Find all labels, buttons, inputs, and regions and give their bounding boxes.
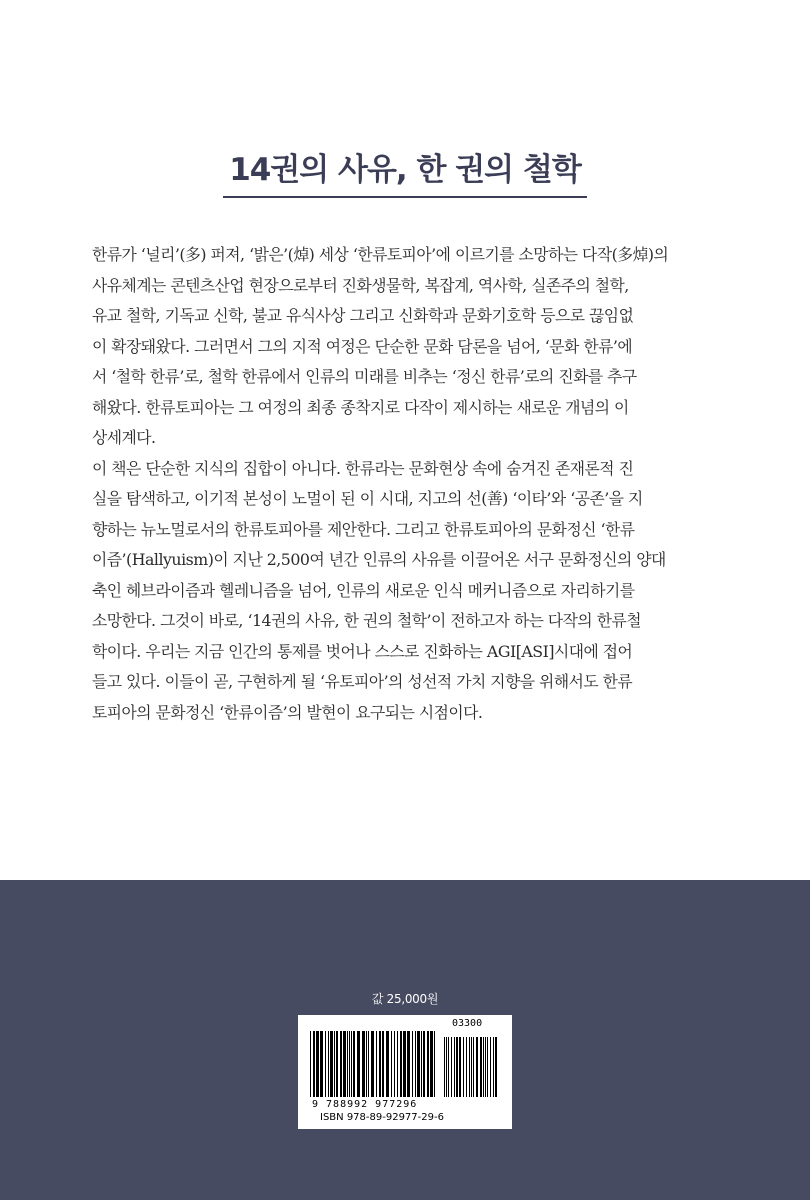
barcode-bar [340, 1031, 342, 1097]
text-line: 사유체계는 콘텐츠산업 현장으로부터 진화생물학, 복잡계, 역사학, 실존주의 철학, [92, 275, 629, 295]
barcode-addon-number: 03300 [452, 1018, 483, 1029]
barcode-bar [366, 1031, 367, 1097]
barcode-bar [351, 1031, 352, 1097]
text-line: 실을 탐색하고, 이기적 본성이 노멀이 된 이 시대, 지고의 선(善) ‘이타’와 ‘공존’을 지 [92, 489, 643, 508]
barcode-bar [412, 1031, 413, 1097]
barcode-bar [415, 1031, 416, 1097]
barcode-bar [423, 1031, 425, 1097]
title-area [0, 150, 810, 198]
barcode-bar [469, 1037, 470, 1097]
barcode-bar [310, 1031, 311, 1097]
barcode-bar [376, 1031, 377, 1097]
barcode-addon-icon [444, 1037, 500, 1097]
barcode-bar [444, 1037, 445, 1097]
text-line: 소망한다. 그것이 바로, ‘14권의 사유, 한 권의 철학’이 전하고자 하는 다작의 한류철 [92, 611, 641, 630]
barcode-bar [362, 1031, 365, 1097]
barcode-bar [343, 1031, 346, 1097]
text-line: 이 책은 단순한 지식의 집합이 아니다. 한류라는 문화현상 속에 숨겨진 존재론적 진 [92, 458, 634, 478]
barcode-bar [371, 1031, 374, 1097]
barcode-bar [328, 1031, 329, 1097]
barcode-bar [451, 1037, 452, 1097]
barcode-bar [495, 1037, 497, 1097]
barcode-bar [485, 1037, 486, 1097]
barcode-bar [417, 1031, 420, 1097]
price-label: 값 25,000원 [371, 992, 439, 1006]
text-line: 축인 헤브라이즘과 헬레니즘을 넘어, 인류의 새로운 인식 메커니즘으로 자리하기를 [92, 580, 635, 600]
barcode-bar [480, 1037, 482, 1097]
barcode-bar [466, 1037, 467, 1097]
barcode-digits: 9 788992 977296 [312, 1099, 418, 1110]
barcode-bar [368, 1031, 369, 1097]
barcode-bar [386, 1031, 389, 1097]
text-line: 이즘’(Hallyuism)이 지난 2,500여 년간 인류의 사유를 이끌어온 서구 문화정신의 양대 [92, 550, 666, 569]
barcode-bar [357, 1031, 360, 1097]
barcode-bar [454, 1037, 455, 1097]
text-line: 이 확장돼왔다. 그러면서 그의 지적 여정은 단순한 문화 담론을 넘어, ‘문화 한류’에 [92, 336, 633, 356]
barcode-bar [473, 1037, 474, 1097]
text-line: 학이다. 우리는 지금 인간의 통제를 벗어나 스스로 진화하는 AGI[ASI]시대에 접어 [92, 641, 633, 661]
barcode-bar [313, 1031, 315, 1097]
text-line: 서 ‘철학 한류’로, 철학 한류에서 인류의 미래를 비추는 ‘정신 한류’로의 진화를 추구 [92, 367, 637, 386]
text-line: 향하는 뉴노멀로서의 한류토피아를 제안한다. 그리고 한류토피아의 문화정신 ‘한류 [92, 519, 635, 539]
barcode-bar [490, 1037, 491, 1097]
text-line: 상세계다. [92, 428, 156, 447]
barcode-bar [391, 1031, 392, 1097]
barcode-bar [349, 1031, 350, 1097]
text-line: 한류가 ‘널리’(多) 퍼져, ‘밝은’(焯) 세상 ‘한류토피아’에 이르기를 소망하는 다작(多焯)의 [92, 245, 669, 264]
barcode-bar [334, 1031, 335, 1097]
text-line: 해왔다. 한류토피아는 그 여정의 최종 종착지로 다작이 제시하는 새로운 개념의 이 [92, 397, 629, 417]
barcode-bar [430, 1031, 433, 1097]
barcode-bar [427, 1031, 429, 1097]
barcode-bar [347, 1031, 348, 1097]
barcode-bar [330, 1031, 333, 1097]
barcode-bar [316, 1031, 319, 1097]
text-line: 토피아의 문화정신 ‘한류이즘’의 발현이 요구되는 시점이다. [92, 702, 483, 722]
barcode-bar [493, 1037, 494, 1097]
barcode-bar [325, 1031, 326, 1097]
barcode-bar [320, 1031, 323, 1097]
barcode-bar [463, 1037, 464, 1097]
barcode-icon [310, 1031, 438, 1097]
barcode-bar [353, 1031, 355, 1097]
barcode-bar [336, 1031, 338, 1097]
barcode-bar [471, 1037, 472, 1097]
barcode-bar [476, 1037, 478, 1097]
barcode-bar [434, 1031, 435, 1097]
barcode-label [298, 1015, 512, 1129]
barcode-bar [394, 1031, 395, 1097]
barcode-bar [400, 1031, 402, 1097]
barcode-bar [397, 1031, 398, 1097]
barcode-bar [483, 1037, 484, 1097]
page-title: 14권의 사유, 한 권의 철학 [223, 150, 587, 198]
barcode-bar [446, 1037, 447, 1097]
barcode-bar [382, 1031, 384, 1097]
isbn-text: ISBN 978-89-92977-29-6 [320, 1112, 444, 1123]
barcode-bar [407, 1031, 410, 1097]
barcode-bar [403, 1031, 406, 1097]
barcode-bar [456, 1037, 458, 1097]
text-line: 유교 철학, 기독교 신학, 불교 유식사상 그리고 신화학과 문화기호학 등으로 끊임없 [92, 306, 634, 325]
barcode-bar [459, 1037, 461, 1097]
barcode-bar [487, 1037, 488, 1097]
barcode-bar [379, 1031, 381, 1097]
barcode-bar [448, 1037, 449, 1097]
text-line: 들고 있다. 이들이 곧, 구현하게 될 ‘유토피아’의 성선적 가치 지향을 위해서도 한류 [92, 672, 633, 691]
body-text [92, 240, 722, 728]
barcode-bar [421, 1031, 422, 1097]
